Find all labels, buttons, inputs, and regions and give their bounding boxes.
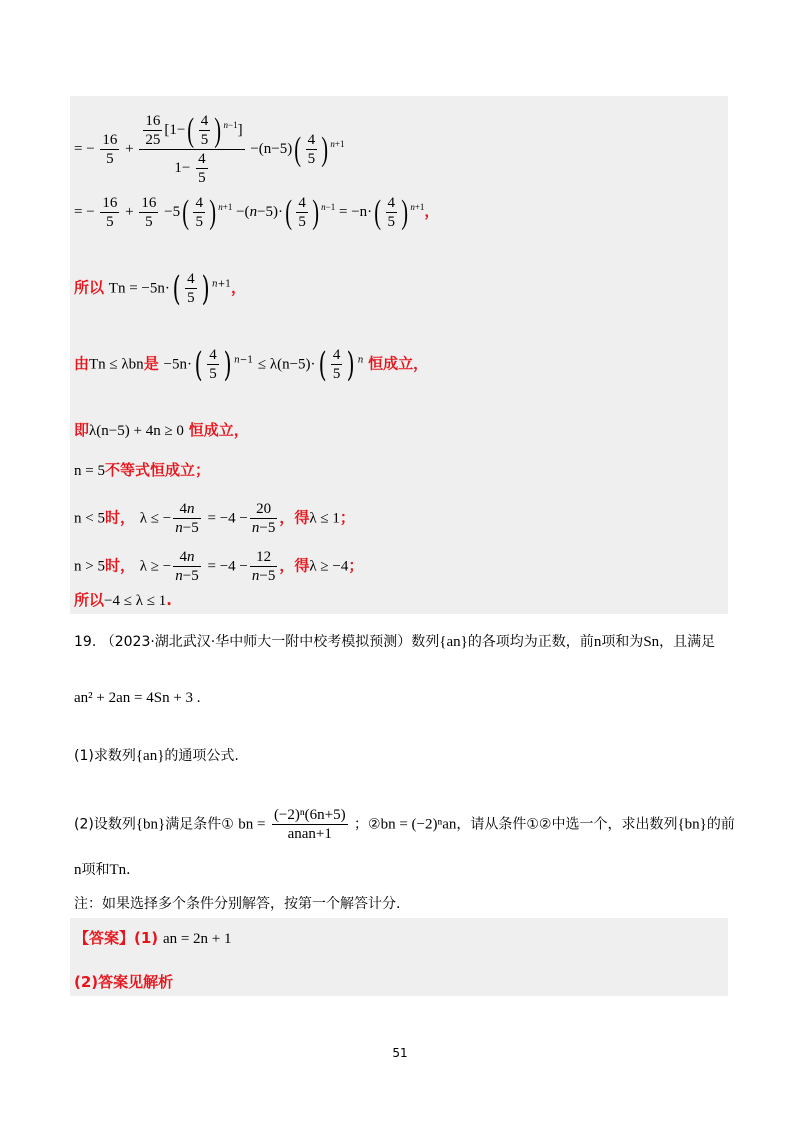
problem-19-q1: (1)求数列{an}的通项公式. (74, 748, 239, 764)
solution-line-4: 由Tn ≤ λbn是 −5n·( $\frac{4}{5}$ ) $^{n-1}$ ≤ λ(n−5)·( $\frac{4}{5}$ ) $^n$ 恒成立， (74, 344, 429, 385)
answer-line-1: 【答案】(1) an = 2n + 1 (74, 929, 232, 947)
eq-prefix: = − (74, 140, 95, 157)
solution-line-3: 所以 Tn = −5n·( $\frac{4}{5}$ ) $^{n+1}$， (74, 268, 246, 309)
solution-line-2: = − $\frac{16}{5}$ + $\frac{16}{5}$ −5( $\frac{4}{5}$ ) $^{n+1}$ −(n−5)·( $\frac{4}{5}$ ) $^{n-1}$ = −n·( $\frac{4}{5}$ ) $^{n+1}$， (74, 193, 440, 231)
bn-fraction: $\frac{\text{(−2)ⁿ(6n+5)}}{\text{anan+1}}$ (273, 807, 346, 842)
big-fraction: $\frac{16}{25}$ [1−( $\frac{4}{5}$ ) $^{n-1}$] 1− $\frac{4}{5}$ (139, 112, 244, 187)
solution-line-7: n < 5时， λ ≤ − $\frac{4n}{n-5}$ = −4 − $\frac{20}{n-5}$ ，得λ ≤ 1； (74, 501, 355, 536)
answer-line-2: (2)答案见解析 (74, 973, 174, 991)
problem-19-note: 注：如果选择多个条件分别解答，按第一个解答计分. (74, 896, 401, 912)
problem-19-line-1: 19. （2023·湖北武汉·华中师大一附中校考模拟预测）数列{an}的各项均为正数，前n项和为Sn，且满足 (74, 634, 716, 650)
problem-19-q2-cont: n项和Tn． (74, 862, 141, 878)
problem-19-given: an² + 2an = 4Sn + 3 . (74, 690, 201, 706)
solution-line-9: 所以−4 ≤ λ ≤ 1. (74, 591, 172, 609)
solution-line-6: n = 5不等式恒成立； (74, 461, 210, 479)
solution-line-8: n > 5时， λ ≥ − $\frac{4n}{n-5}$ = −4 − $\frac{12}{n-5}$ ，得λ ≥ −4； (74, 549, 364, 584)
solution-line-5: 即λ(n−5) + 4n ≥ 0 恒成立， (74, 421, 249, 439)
solution-line-1: = − $\frac{16}{5}$ + $\frac{16}{25}$ [1−( $\frac{4}{5}$ ) $^{n-1}$] 1− $\frac{4}{5}$ −(n−5)( $\frac{4}{5}$ ) $^{n+1}$ (74, 111, 345, 186)
problem-19-q2: (2)设数列{bn}满足条件① bn = $\frac{\text{(−2)ⁿ(6n+5)}}{\text{anan+1}}$ ；②bn = (−2)ⁿan，请从条件①②中选一个，求出数列{bn}的前 (74, 807, 735, 842)
page-number: 51 (392, 1046, 408, 1060)
rest-term: −(n−5) (250, 140, 293, 157)
